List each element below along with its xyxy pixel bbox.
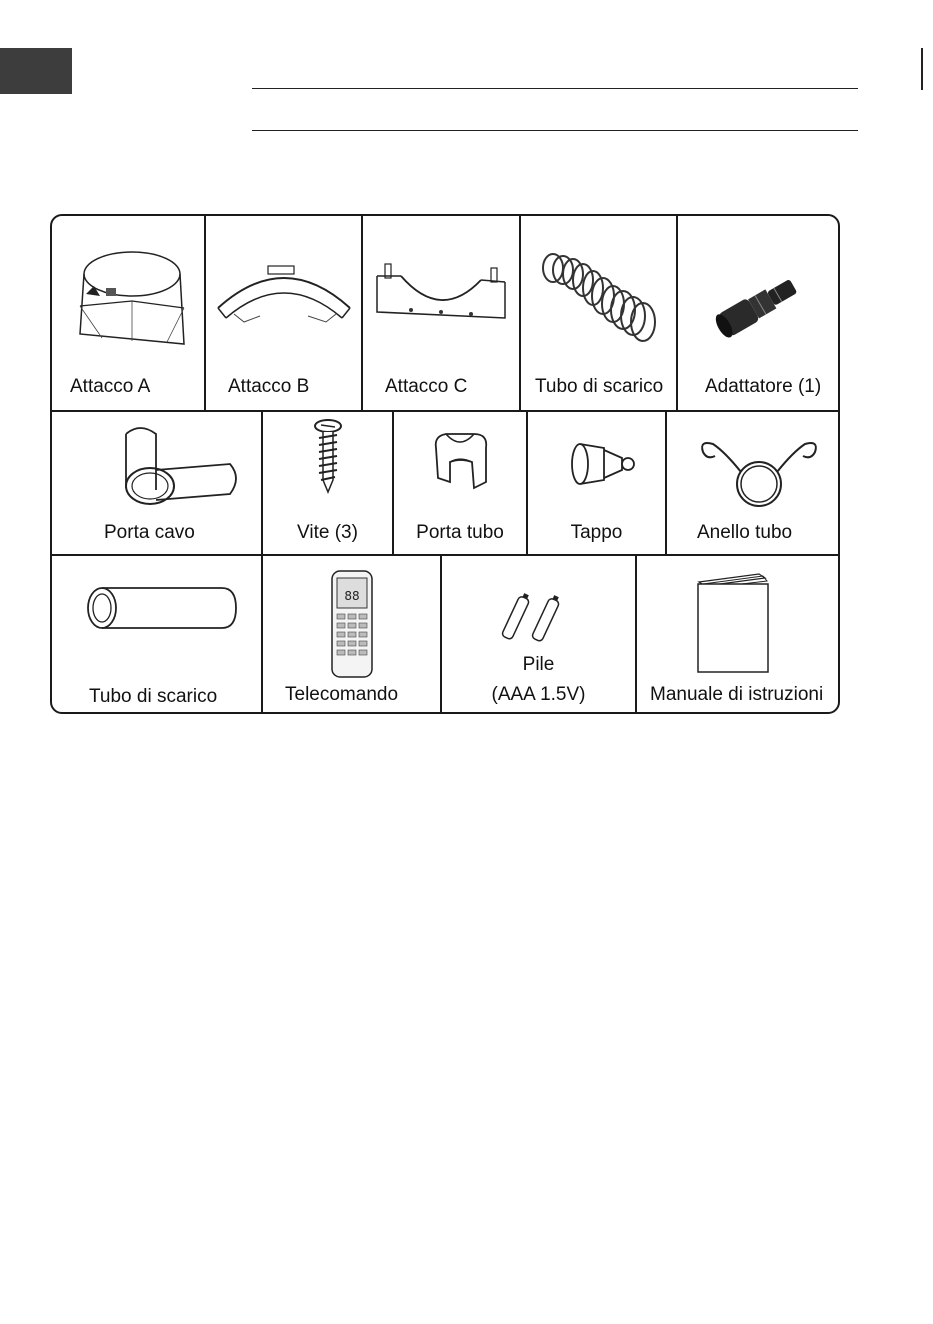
item-tappo bbox=[528, 412, 665, 554]
window-adapter-c-illustration bbox=[371, 256, 511, 336]
adapter-illustration bbox=[710, 264, 810, 344]
item-attacco-b bbox=[206, 216, 361, 410]
item-attacco-a bbox=[52, 216, 204, 410]
item-tubo-di-scarico-hose bbox=[521, 216, 676, 410]
item-label: Anello tubo bbox=[697, 522, 793, 543]
svg-text:88: 88 bbox=[344, 589, 360, 603]
item-label: Adattatore (1) bbox=[705, 376, 822, 397]
item-label: Porta tubo bbox=[416, 522, 504, 543]
page-edge-mark bbox=[921, 48, 923, 90]
item-adattatore bbox=[678, 216, 840, 410]
language-tab bbox=[0, 48, 72, 94]
item-label: Attacco B bbox=[228, 376, 310, 397]
header-rule-top bbox=[252, 88, 858, 89]
item-label: Vite (3) bbox=[297, 522, 358, 543]
cable-holder-illustration bbox=[122, 418, 242, 508]
item-tubo-di-scarico-pipe bbox=[52, 556, 261, 712]
flexible-hose-illustration bbox=[539, 248, 664, 348]
item-pile bbox=[442, 556, 635, 712]
manual-booklet-icon bbox=[695, 572, 771, 674]
item-label: Attacco C bbox=[385, 376, 468, 397]
item-porta-cavo bbox=[52, 412, 261, 554]
item-label: Manuale di istruzioni bbox=[650, 684, 824, 705]
cap-plug-illustration bbox=[566, 436, 646, 496]
item-manuale bbox=[637, 556, 840, 712]
drain-pipe-illustration bbox=[84, 586, 239, 630]
item-attacco-c bbox=[363, 216, 519, 410]
remote-control-icon bbox=[331, 570, 373, 678]
screw-icon bbox=[311, 418, 345, 498]
header-rule-bottom bbox=[252, 130, 858, 131]
window-adapter-a-illustration bbox=[72, 246, 187, 346]
item-label: Tubo di scarico bbox=[89, 686, 218, 707]
hose-ring-illustration bbox=[695, 430, 825, 510]
hose-clip-illustration bbox=[430, 428, 500, 498]
item-label: Attacco A bbox=[70, 376, 151, 397]
item-label: Pile bbox=[522, 654, 555, 675]
item-anello-tubo bbox=[667, 412, 840, 554]
item-label: Tappo bbox=[570, 522, 623, 543]
item-vite bbox=[263, 412, 392, 554]
item-label: Telecomando bbox=[285, 684, 399, 705]
item-label: Tubo di scarico bbox=[535, 376, 664, 397]
window-adapter-b-illustration bbox=[214, 256, 354, 336]
item-label: Porta cavo bbox=[104, 522, 195, 543]
item-telecomando bbox=[263, 556, 440, 712]
batteries-icon bbox=[498, 594, 568, 644]
item-porta-tubo bbox=[394, 412, 526, 554]
item-sublabel: (AAA 1.5V) bbox=[491, 684, 586, 705]
